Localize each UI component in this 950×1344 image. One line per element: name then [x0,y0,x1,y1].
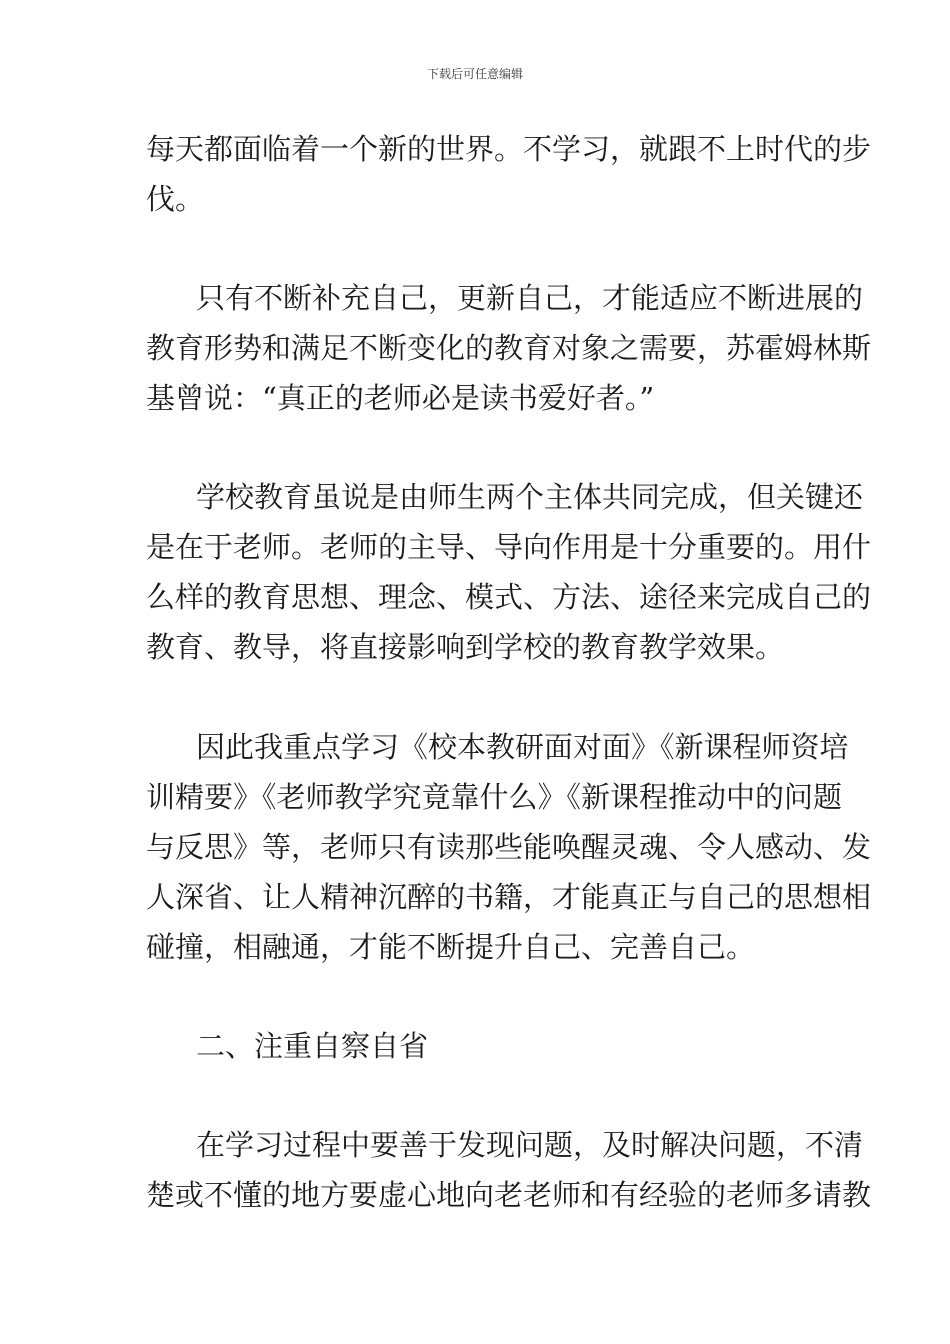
paragraph-line: 训精要》《老师教学究竟靠什么》《新课程推动中的问题 [146,780,843,814]
paragraph-line: 教育、教导，将直接影响到学校的教育教学效果。 [146,630,785,664]
paragraph-line: 人深省、让人精神沉醉的书籍，才能真正与自己的思想相 [146,880,872,914]
paragraph-line: 只有不断补充自己，更新自己，才能适应不断进展的 [196,281,864,315]
page-header: 下载后可任意编辑 [426,67,523,81]
paragraph-line: 教育形势和满足不断变化的教育对象之需要，苏霍姆林斯 [146,331,872,365]
paragraph-line: 因此我重点学习《校本教研面对面》《新课程师资培 [196,730,849,764]
paragraph-line: 基曾说：“真正的老师必是读书爱好者。” [146,381,655,415]
section-heading: 二、注重自察自省 [196,1029,429,1063]
paragraph-line: 伐。 [146,182,205,216]
paragraph-line: 楚或不懂的地方要虚心地向老老师和有经验的老师多请教 [146,1178,872,1212]
paragraph-line: 碰撞，相融通，才能不断提升自己、完善自己。 [146,930,756,964]
paragraph-line: 在学习过程中要善于发现问题，及时解决问题，不清 [196,1128,864,1162]
paragraph-line: 么样的教育思想、理念、模式、方法、途径来完成自己的 [146,580,872,614]
paragraph-line: 与反思》等，老师只有读那些能唤醒灵魂、令人感动、发 [146,830,872,864]
paragraph-line: 每天都面临着一个新的世界。不学习，就跟不上时代的步 [146,132,872,166]
paragraph-line: 学校教育虽说是由师生两个主体共同完成，但关键还 [196,480,864,514]
paragraph-line: 是在于老师。老师的主导、导向作用是十分重要的。用什 [146,530,872,564]
